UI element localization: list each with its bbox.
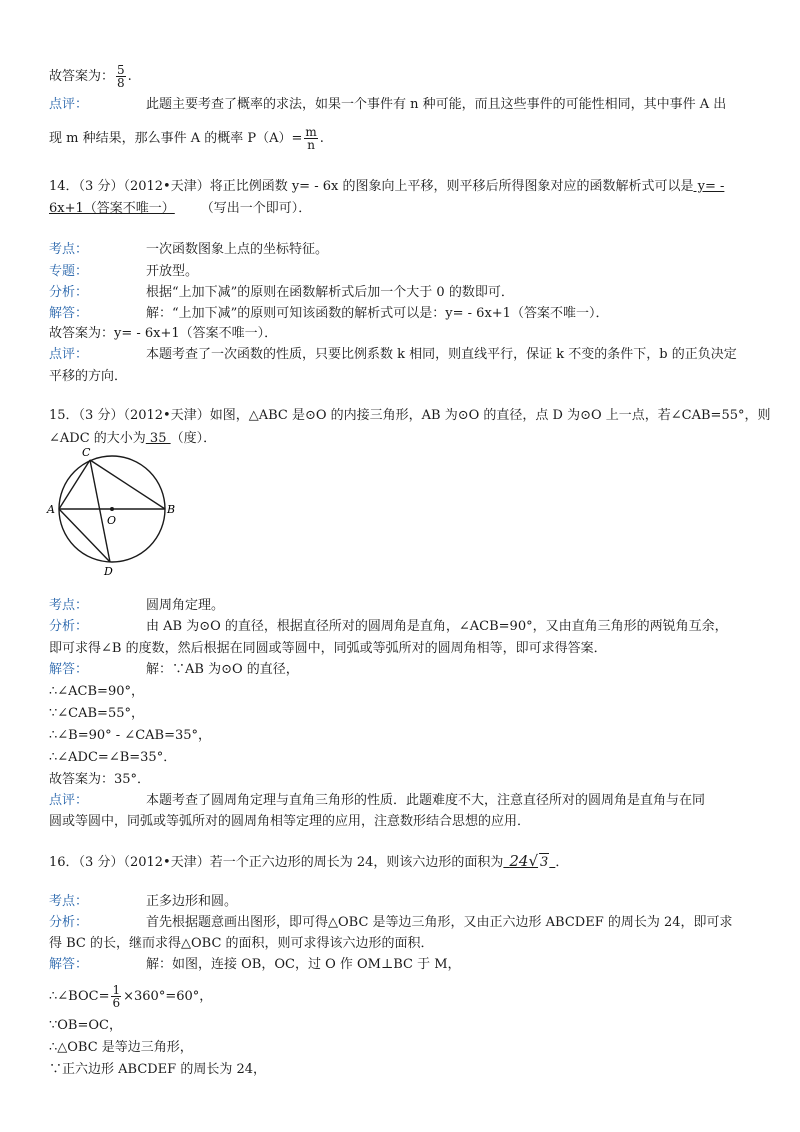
q14-fenxi-label: 分析： — [49, 285, 89, 300]
q15-step-2: ∵∠CAB=55°， — [49, 706, 144, 721]
q15-dianping-text: 本题考查了圆周角定理与直角三角形的性质．此题难度不大，注意直径所对的圆周角是直角与在同 — [146, 793, 706, 808]
q15-kaodian-label: 考点： — [49, 598, 89, 613]
point-label-o: O — [107, 514, 117, 527]
circle-figure — [46, 440, 186, 580]
point-label-a: A — [47, 503, 55, 516]
segment-cd — [90, 460, 110, 562]
q14-kaodian-text: 一次函数图象上点的坐标特征。 — [146, 242, 329, 257]
q14-dianping-text: 本题考查了一次函数的性质，只要比例系数 k 相同，则直线平行，保证 k 不变的条件下，b 的正负决定 — [146, 347, 737, 362]
q15-stem: 15．（3 分）（2012•天津）如图，△ABC 是⊙O 的内接三角形，AB 为⊙O 的直径，点 D 为⊙O 上一点，若∠CAB=55°，则 — [49, 408, 771, 423]
q14-zhuanti-text: 开放型。 — [146, 264, 199, 279]
q14-fenxi-text: 根据“上加下减”的原则在函数解析式后加一个大于 0 的数即可． — [146, 285, 514, 300]
q15-fenxi-text: 由 AB 为⊙O 的直径，根据直径所对的圆周角是直角，∠ACB=90°，又由直角三角形的两锐角互余， — [146, 619, 728, 634]
fraction: $\frac{5}{8}$ — [117, 63, 125, 90]
q14-dianping-label: 点评： — [49, 347, 89, 362]
q16-fenxi-label: 分析： — [49, 915, 89, 930]
q16-fenxi-text: 首先根据题意画出图形，即可得△OBC 是等边三角形，又由正六边形 ABCDEF 的周长为 24，即可求 — [146, 915, 733, 930]
q14-zhuanti-label: 专题： — [49, 264, 89, 279]
segment-cb — [90, 460, 165, 509]
q16-step-3: ∴△OBC 是等边三角形， — [49, 1040, 193, 1055]
segment-ac — [59, 460, 90, 509]
q14-jieda-text: 解：“上加下减”的原则可知该函数的解析式可以是：y= - 6x+1（答案不唯一）． — [146, 306, 609, 321]
answer-line-prev: 故答案为： $\frac{5}{8}$ . — [49, 63, 132, 90]
point-label-b: B — [167, 503, 176, 516]
q15-stem-2: ∠ADC 的大小为 35 （度）． — [49, 431, 217, 446]
q14-answer-blank-2: 6x+1（答案不唯一） — [49, 201, 175, 216]
q16-step-2: ∵OB=OC， — [49, 1018, 122, 1033]
comment-row-prev — [49, 96, 88, 114]
point-label-d: D — [104, 565, 113, 578]
q15-answer-blank: 35 — [145, 431, 171, 446]
q14-jieda-label: 解答： — [49, 306, 89, 321]
q15-jieda-text: 解：∵AB 为⊙O 的直径， — [146, 662, 299, 677]
q15-dianping-text-2: 圆或等圆中，同弧或等弧所对的圆周角相等定理的应用，注意数形结合思想的应用． — [49, 814, 531, 829]
fraction: $\frac{1}{6}$ — [112, 983, 121, 1010]
comment-text-prev: 此题主要考查了概率的求法，如果一个事件有 n 种可能，而且这些事件的可能性相同，其中事件 A 出 — [146, 97, 727, 112]
q16-answer-blank: 24√ 3 — [509, 852, 549, 870]
q15-answer: 故答案为：35°． — [49, 772, 151, 787]
q16-step-1: ∴∠BOC= $\frac{1}{6}$ ×360°=60°， — [49, 983, 213, 1010]
q15-step-4: ∴∠ADC=∠B=35°． — [49, 750, 177, 765]
q15-fenxi-text-2: 即可求得∠B 的度数，然后根据在同圆或等圆中，同弧或等弧所对的圆周角相等，即可求得答案． — [49, 641, 607, 656]
q14-answer-blank: y= - — [693, 179, 725, 194]
q14-stem: 14．（3 分）（2012•天津）将正比例函数 y= - 6x 的图象向上平移，则平移后所得图象对应的函数解析式可以是 y= - — [49, 179, 725, 194]
fraction: $\frac{m}{n}$ — [305, 125, 317, 152]
q14-answer: 故答案为：y= - 6x+1（答案不唯一）． — [49, 326, 278, 341]
q14-kaodian-label: 考点： — [49, 242, 89, 257]
q16-stem: 16．（3 分）（2012•天津）若一个正六边形的周长为 24，则该六边形的面积为 24√ 3 ． — [49, 852, 569, 870]
q16-jieda-text: 解：如图，连接 OB，OC，过 O 作 OM⊥BC 于 M， — [146, 957, 461, 972]
q15-kaodian-text: 圆周角定理。 — [146, 598, 225, 613]
comment-text-prev-2: 现 m 种结果，那么事件 A 的概率 P（A）= $\frac{m}{n}$ . — [49, 125, 324, 152]
center-point — [110, 507, 114, 511]
q15-step-1: ∴∠ACB=90°， — [49, 684, 144, 699]
comment-label: 点评： — [49, 97, 89, 112]
q16-kaodian-text: 正多边形和圆。 — [146, 894, 238, 909]
q16-jieda-label: 解答： — [49, 957, 89, 972]
q15-dianping-label: 点评： — [49, 793, 89, 808]
q16-step-4: ∵正六边形 ABCDEF 的周长为 24， — [49, 1062, 267, 1077]
q14-dianping-text-2: 平移的方向． — [49, 369, 128, 384]
q16-fenxi-text-2: 得 BC 的长，继而求得△OBC 的面积，则可求得该六边形的面积． — [49, 936, 434, 951]
q15-step-3: ∴∠B=90° - ∠CAB=35°， — [49, 728, 212, 743]
q15-fenxi-label: 分析： — [49, 619, 89, 634]
q15-jieda-label: 解答： — [49, 662, 89, 677]
q14-stem-2: 6x+1（答案不唯一） （写出一个即可）． — [49, 201, 312, 216]
point-label-c: C — [82, 446, 91, 459]
q16-kaodian-label: 考点： — [49, 894, 89, 909]
